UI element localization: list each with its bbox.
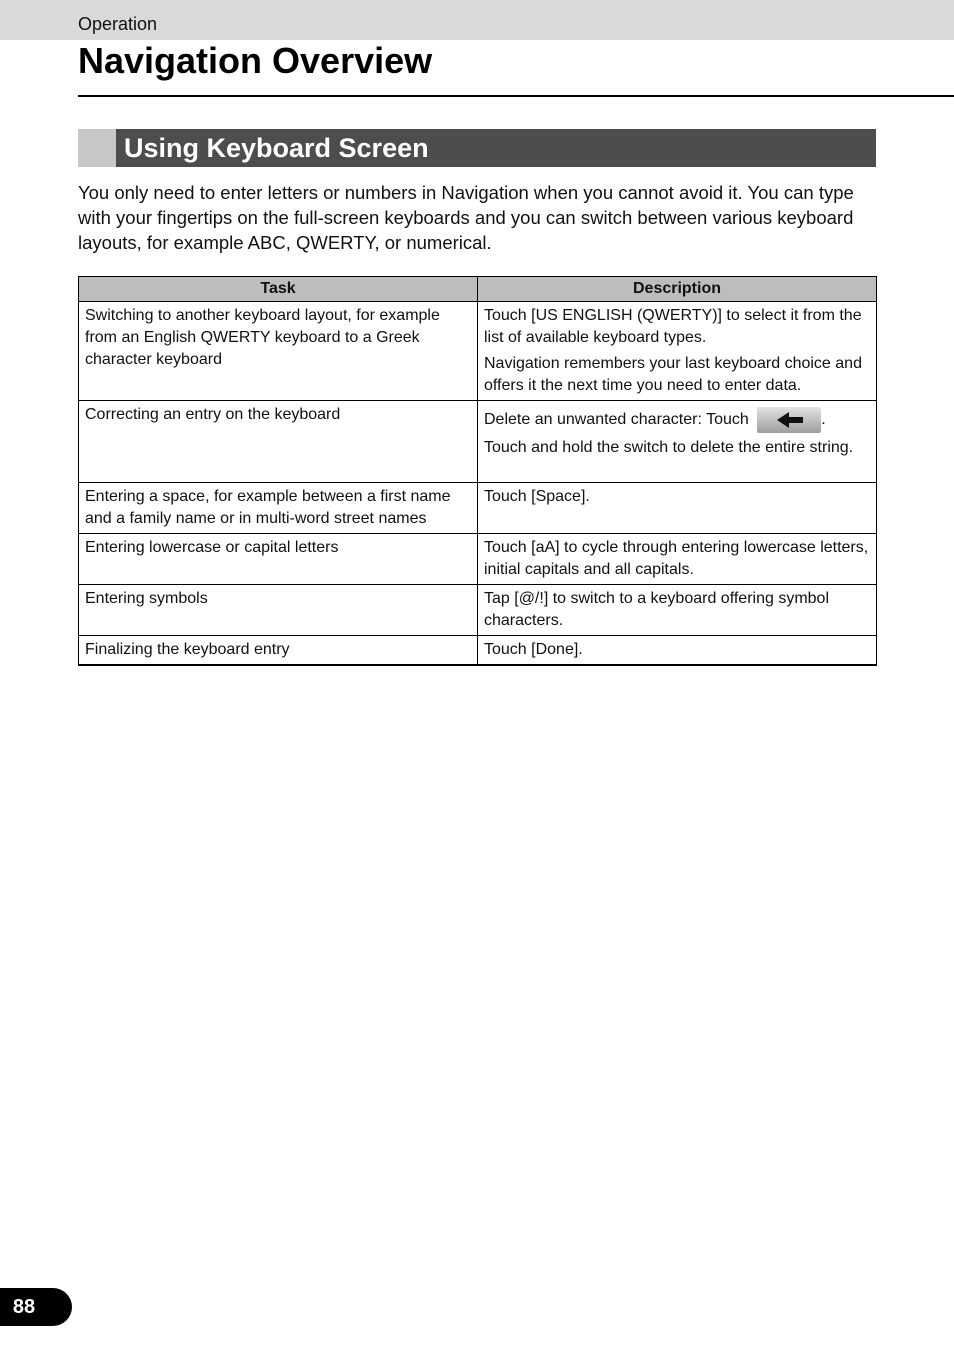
table-row	[79, 302, 877, 401]
backspace-arrow-icon	[757, 407, 821, 433]
description-cell	[478, 585, 877, 636]
description-text: Touch [Space].	[484, 488, 590, 505]
description-text: Navigation remembers your last keyboard choice and offers it the next time you need to enter data.	[484, 355, 862, 394]
table-header-row	[79, 277, 877, 302]
description-cell	[478, 636, 877, 666]
description-cell	[478, 401, 877, 483]
task-cell: Entering lowercase or capital letters	[79, 534, 478, 585]
description-prefix: Delete an unwanted character: Touch	[484, 411, 749, 429]
description-cell	[478, 483, 877, 534]
table-row	[79, 534, 877, 585]
section-label: Operation	[78, 14, 158, 34]
description-text	[484, 407, 870, 433]
table-row	[79, 483, 877, 534]
column-header-description: Description	[478, 277, 877, 302]
title-rule	[78, 95, 954, 97]
section-heading-tab	[78, 129, 116, 167]
page-title: Navigation Overview	[78, 40, 433, 81]
description-cell	[478, 302, 877, 401]
description-text: Touch [Done].	[484, 641, 583, 658]
description-cell	[478, 534, 877, 585]
column-header-task: Task	[79, 277, 478, 302]
table-row	[79, 636, 877, 666]
section-heading-text: Using Keyboard Screen	[124, 132, 429, 163]
task-cell: Switching to another keyboard layout, for example from an English QWERTY keyboard to a Greek character keyboard	[79, 302, 478, 401]
task-cell: Finalizing the keyboard entry	[79, 636, 478, 666]
description-suffix: .	[821, 411, 826, 429]
intro-paragraph: You only need to enter letters or numbers in Navigation when you cannot avoid it. You can type with your fingertips on the full-screen keyboards and you can switch between various keyboard layouts, for example ABC, QWERTY, or numerical.	[78, 182, 854, 253]
description-text: Touch [US ENGLISH (QWERTY)] to select it from the list of available keyboard types.	[484, 307, 862, 346]
description-text: Tap [@/!] to switch to a keyboard offering symbol characters.	[484, 590, 829, 629]
description-text: Touch and hold the switch to delete the entire string.	[484, 439, 854, 456]
task-cell: Correcting an entry on the keyboard	[79, 401, 478, 483]
task-cell: Entering a space, for example between a first name and a family name or in multi-word street names	[79, 483, 478, 534]
description-text: Touch [aA] to cycle through entering lowercase letters, initial capitals and all capitals.	[484, 539, 869, 578]
keyboard-tasks-table	[78, 276, 877, 666]
table-row	[79, 401, 877, 483]
page-number: 88	[0, 1288, 72, 1326]
section-heading	[78, 129, 876, 167]
table-row	[79, 585, 877, 636]
task-cell: Entering symbols	[79, 585, 478, 636]
